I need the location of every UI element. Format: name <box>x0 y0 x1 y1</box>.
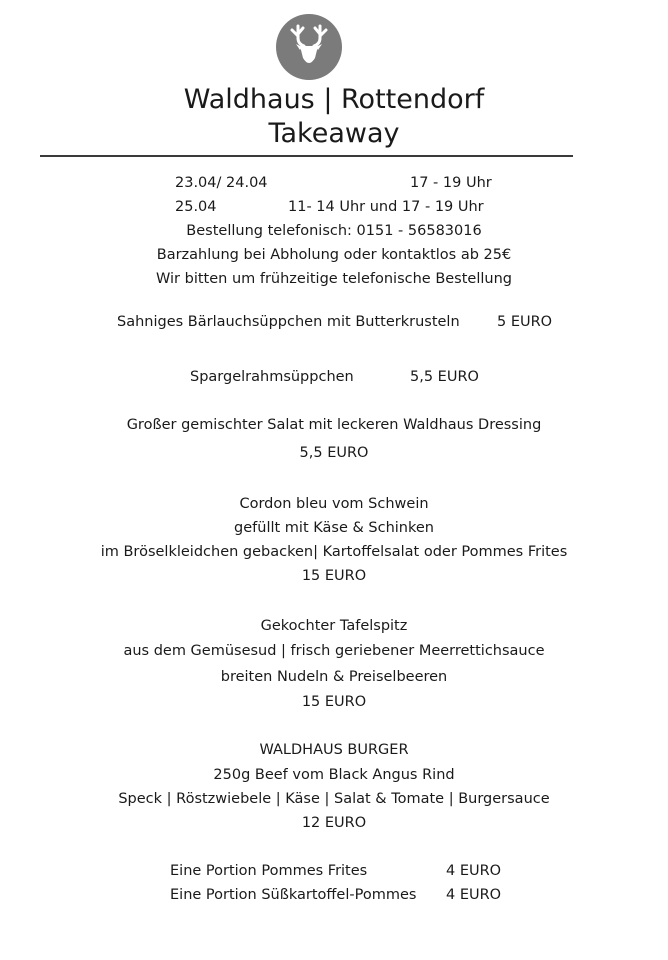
cordon-name: Cordon bleu vom Schwein <box>239 496 429 512</box>
page-subtitle: Takeaway <box>268 118 400 149</box>
side-sweetpotato-name: Eine Portion Süßkartoffel-Pommes <box>170 887 417 903</box>
tafelspitz-name: Gekochter Tafelspitz <box>260 618 408 634</box>
soup1-name: Sahniges Bärlauchsüppchen mit Butterkrusteln <box>117 314 460 330</box>
order-request-line: Wir bitten um frühzeitige telefonische Bestellung <box>156 271 512 287</box>
payment-line: Barzahlung bei Abholung oder kontaktlos ab 25€ <box>156 247 512 263</box>
hours-dates-1: 23.04/ 24.04 <box>175 175 268 191</box>
title-divider <box>40 155 573 157</box>
cordon-desc-2: im Bröselkleidchen gebacken| Kartoffelsalat oder Pommes Frites <box>100 544 568 560</box>
hours-times-2: 11- 14 Uhr und 17 - 19 Uhr <box>288 199 484 215</box>
hours-times-1: 17 - 19 Uhr <box>410 175 492 191</box>
restaurant-name: Waldhaus | Rottendorf <box>183 84 485 115</box>
hours-dates-2: 25.04 <box>175 199 217 215</box>
burger-desc-2: Speck | Röstzwiebele | Käse | Salat & Tomate | Burgersauce <box>118 791 550 807</box>
soup2-price: 5,5 EURO <box>410 369 479 385</box>
side-sweetpotato-price: 4 EURO <box>446 887 502 903</box>
burger-desc-1: 250g Beef vom Black Angus Rind <box>213 767 455 783</box>
phone-order-line: Bestellung telefonisch: 0151 - 56583016 <box>186 223 482 239</box>
salad-name: Großer gemischter Salat mit leckeren Waldhaus Dressing <box>126 417 542 433</box>
tafelspitz-desc-2: breiten Nudeln & Preiselbeeren <box>220 669 448 685</box>
burger-price: 12 EURO <box>301 815 367 831</box>
side-fries-price: 4 EURO <box>446 863 502 879</box>
burger-name: WALDHAUS BURGER <box>259 742 409 758</box>
side-fries-name: Eine Portion Pommes Frites <box>170 863 368 879</box>
cordon-desc-1: gefüllt mit Käse & Schinken <box>234 520 434 536</box>
cordon-price: 15 EURO <box>301 568 367 584</box>
tafelspitz-price: 15 EURO <box>301 694 367 710</box>
soup1-price: 5 EURO <box>497 314 553 330</box>
soup2-name: Spargelrahmsüppchen <box>190 369 354 385</box>
salad-price: 5,5 EURO <box>299 445 369 461</box>
deer-head-icon <box>276 14 342 80</box>
tafelspitz-desc-1: aus dem Gemüsesud | frisch geriebener Meerrettichsauce <box>123 643 545 659</box>
